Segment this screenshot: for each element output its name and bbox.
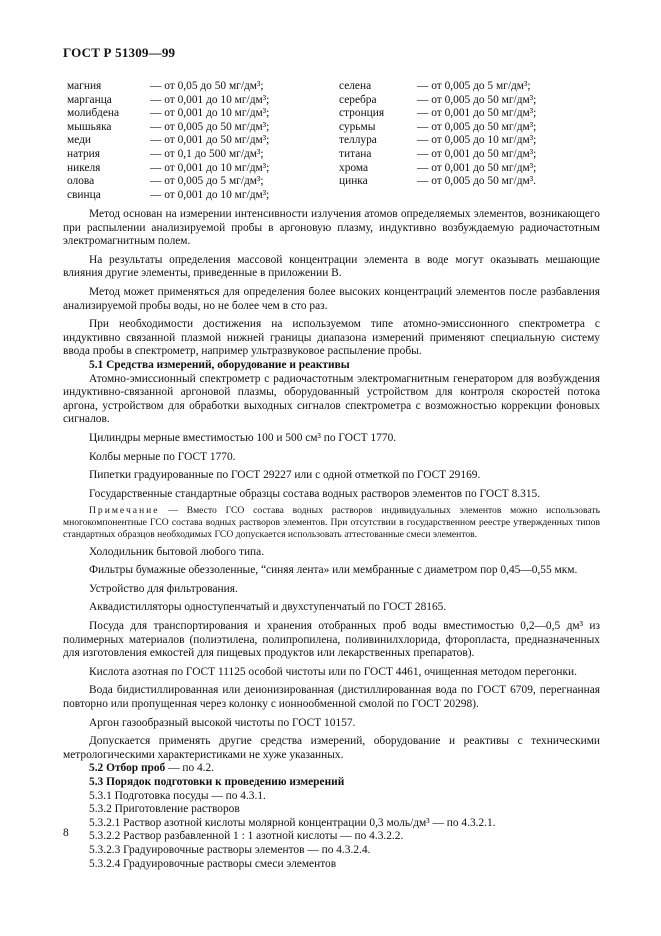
element-row [339, 148, 536, 162]
section-heading [63, 762, 600, 776]
element-name: марганца [67, 93, 112, 106]
paragraph: Посуда для транспортирования и хранения отобранных проб воды вместимостью 0,2—0,5 дм³ из полимерных материалов (полиэтилена, полипропилена, поливинилхлорида, фторопласта, предназначенных для изготовления емкостей для пищевых продуктов или лекарственных препаратов). [63, 620, 600, 660]
element-list-right [339, 80, 536, 189]
paragraph: Фильтры бумажные обеззоленные, “синяя лента» или мембранные с диаметром пор 0,45—0,55 мкм. [89, 564, 578, 577]
element-range: — от 0,005 до 5 мг/дм³; [150, 175, 264, 188]
page-number: 8 [63, 827, 69, 839]
section-heading [63, 359, 600, 373]
element-row [339, 175, 536, 189]
subsection: 5.3.1 Подготовка посуды — по 4.3.1. [89, 789, 266, 802]
element-name: селена [339, 80, 372, 92]
element-row [67, 134, 269, 148]
element-name: титана [339, 147, 372, 160]
paragraph: Допускается применять другие средства измерений, оборудование и реактивы с техническими метрологическими характеристиками не хуже указанных. [63, 735, 600, 761]
section-title-5-3: 5.3 Порядок подготовки к проведению измерений [89, 775, 345, 788]
element-range: — от 0,001 до 50 мг/дм³; [417, 107, 537, 120]
element-range: — от 0,005 до 5 мг/дм³; [417, 80, 531, 92]
element-row [67, 80, 269, 94]
element-row [339, 107, 536, 121]
element-range: — от 0,005 до 50 мг/дм³; [417, 120, 537, 133]
element-row [67, 175, 269, 189]
element-row [339, 162, 536, 176]
element-name: меди [67, 134, 92, 147]
paragraph: Государственные стандартные образцы состава водных растворов элементов по ГОСТ 8.315. [89, 487, 541, 500]
note [63, 505, 600, 540]
paragraph: При необходимости достижения на используемом типе атомно-эмиссионного спектрометра с индуктивно связанной плазмой нижней границы диапазона измерений применяют специальную систему ввода пробы в спектрометр, например ультразвуковое распыление пробы. [63, 318, 600, 358]
element-range: — от 0,001 до 10 мг/дм³; [150, 93, 270, 106]
paragraph: Вода бидистиллированная или деионизированная (дистиллированная вода по ГОСТ 6709, перегнанная повторно или пропущенная через колонку с ионнообменной смолой по ГОСТ 20298). [63, 684, 600, 711]
element-row [339, 134, 536, 148]
subsection: 5.3.2.2 Раствор разбавленной 1 : 1 азотной кислоты — по 4.3.2.2. [89, 830, 404, 843]
document-header: ГОСТ Р 51309—99 [63, 45, 176, 60]
element-name: магния [67, 80, 102, 92]
section-ref: — по 4.2. [165, 762, 215, 775]
element-row [67, 107, 269, 121]
paragraph: Метод основан на измерении интенсивности излучения атомов определяемых элементов, возникающего при распылении анализируемой пробы в аргоновую плазму, индуктивно возбуждаемую радиочастотным электромагнитным полем. [63, 208, 600, 248]
element-row [339, 94, 536, 108]
element-range: — от 0,001 до 10 мг/дм³; [150, 188, 270, 201]
element-range: — от 0,001 до 10 мг/дм³; [150, 161, 270, 174]
element-range: — от 0,001 до 10 мг/дм³; [150, 107, 270, 120]
subsection: 5.3.2 Приготовление растворов [89, 803, 240, 816]
element-name: свинца [67, 188, 101, 201]
document-body [63, 208, 600, 871]
element-row [67, 94, 269, 108]
element-name: никеля [67, 161, 101, 174]
element-row [67, 148, 269, 162]
element-row [67, 121, 269, 135]
element-name: серебра [339, 93, 377, 106]
element-name: хрома [339, 161, 369, 174]
element-name: сурьмы [339, 120, 376, 133]
element-name: теллура [339, 134, 377, 147]
element-range: — от 0,005 до 50 мг/дм³; [150, 120, 270, 133]
subsection: 5.3.2.1 Раствор азотной кислоты молярной концентрации 0,3 моль/дм³ — по 4.3.2.1. [89, 816, 496, 829]
element-row [339, 80, 536, 94]
element-row [67, 162, 269, 176]
section-heading [63, 776, 600, 790]
element-row [339, 121, 536, 135]
paragraph: Метод может применяться для определения более высоких концентраций элементов после разбавления анализируемой пробы воды, но не более чем в сто раз. [63, 285, 600, 312]
note-text: — Вместо ГСО состава водных растворов индивидуальных элементов можно использовать многокомпонентные ГСО состава водных растворов элементов. При отсутствии в государственном реестре утвержденных типов стандартных образцов необходимых ГСО допускается использовать аттестованные смеси элементов. [63, 505, 600, 540]
element-name: натрия [67, 147, 101, 160]
section-title-5-1: 5.1 Средства измерений, оборудование и реактивы [89, 358, 350, 371]
paragraph: Цилиндры мерные вместимостью 100 и 500 см³ по ГОСТ 1770. [89, 431, 397, 444]
paragraph: Пипетки градуированные по ГОСТ 29227 или с одной отметкой по ГОСТ 29169. [89, 469, 481, 482]
paragraph: Аквадистилляторы одноступенчатый и двухступенчатый по ГОСТ 28165. [89, 601, 447, 614]
element-range: — от 0,001 до 50 мг/дм³; [417, 147, 537, 160]
element-range: — от 0,001 до 50 мг/дм³; [417, 161, 537, 174]
element-range: — от 0,005 до 10 мг/дм³; [417, 134, 537, 147]
element-range: — от 0,05 до 50 мг/дм³; [150, 80, 264, 92]
paragraph: Устройство для фильтрования. [89, 582, 238, 595]
element-row [67, 189, 269, 203]
subsection: 5.3.2.3 Градуировочные растворы элементов — по 4.3.2.4. [89, 843, 371, 856]
section-title-5-2: 5.2 Отбор проб [89, 762, 166, 775]
element-name: мышьяка [67, 120, 112, 133]
element-range: — от 0,1 до 500 мг/дм³; [150, 147, 264, 160]
element-range: — от 0,001 до 50 мг/дм³; [150, 134, 270, 147]
paragraph: На результаты определения массовой концентрации элемента в воде могут оказывать мешающие влияния другие элементы, приведенные в приложении В. [63, 253, 600, 280]
paragraph: Кислота азотная по ГОСТ 11125 особой чистоты или по ГОСТ 4461, очищенная методом перегонки. [89, 665, 577, 678]
element-range: — от 0,005 до 50 мг/дм³. [417, 175, 536, 188]
element-name: олова [67, 175, 95, 188]
subsection: 5.3.2.4 Градуировочные растворы смеси элементов [89, 857, 337, 870]
paragraph: Холодильник бытовой любого типа. [89, 545, 265, 558]
element-list-left [67, 80, 269, 202]
element-name: молибдена [67, 107, 120, 120]
paragraph: Колбы мерные по ГОСТ 1770. [89, 450, 236, 463]
element-name: цинка [339, 175, 368, 188]
note-label: Примечание [89, 505, 160, 517]
element-name: стронция [339, 107, 385, 120]
element-range: — от 0,005 до 50 мг/дм³; [417, 93, 537, 106]
paragraph: Аргон газообразный высокой чистоты по ГОСТ 10157. [89, 716, 356, 729]
paragraph: Атомно-эмиссионный спектрометр с радиочастотным электромагнитным генератором для возбуждения индуктивно-связанной аргоновой плазмы, оборудованный устройством для контроля скоростей потока аргона, устройством для обработки выходных сигналов спектрометра с возможностью коррекции фоновых сигналов. [63, 372, 600, 426]
